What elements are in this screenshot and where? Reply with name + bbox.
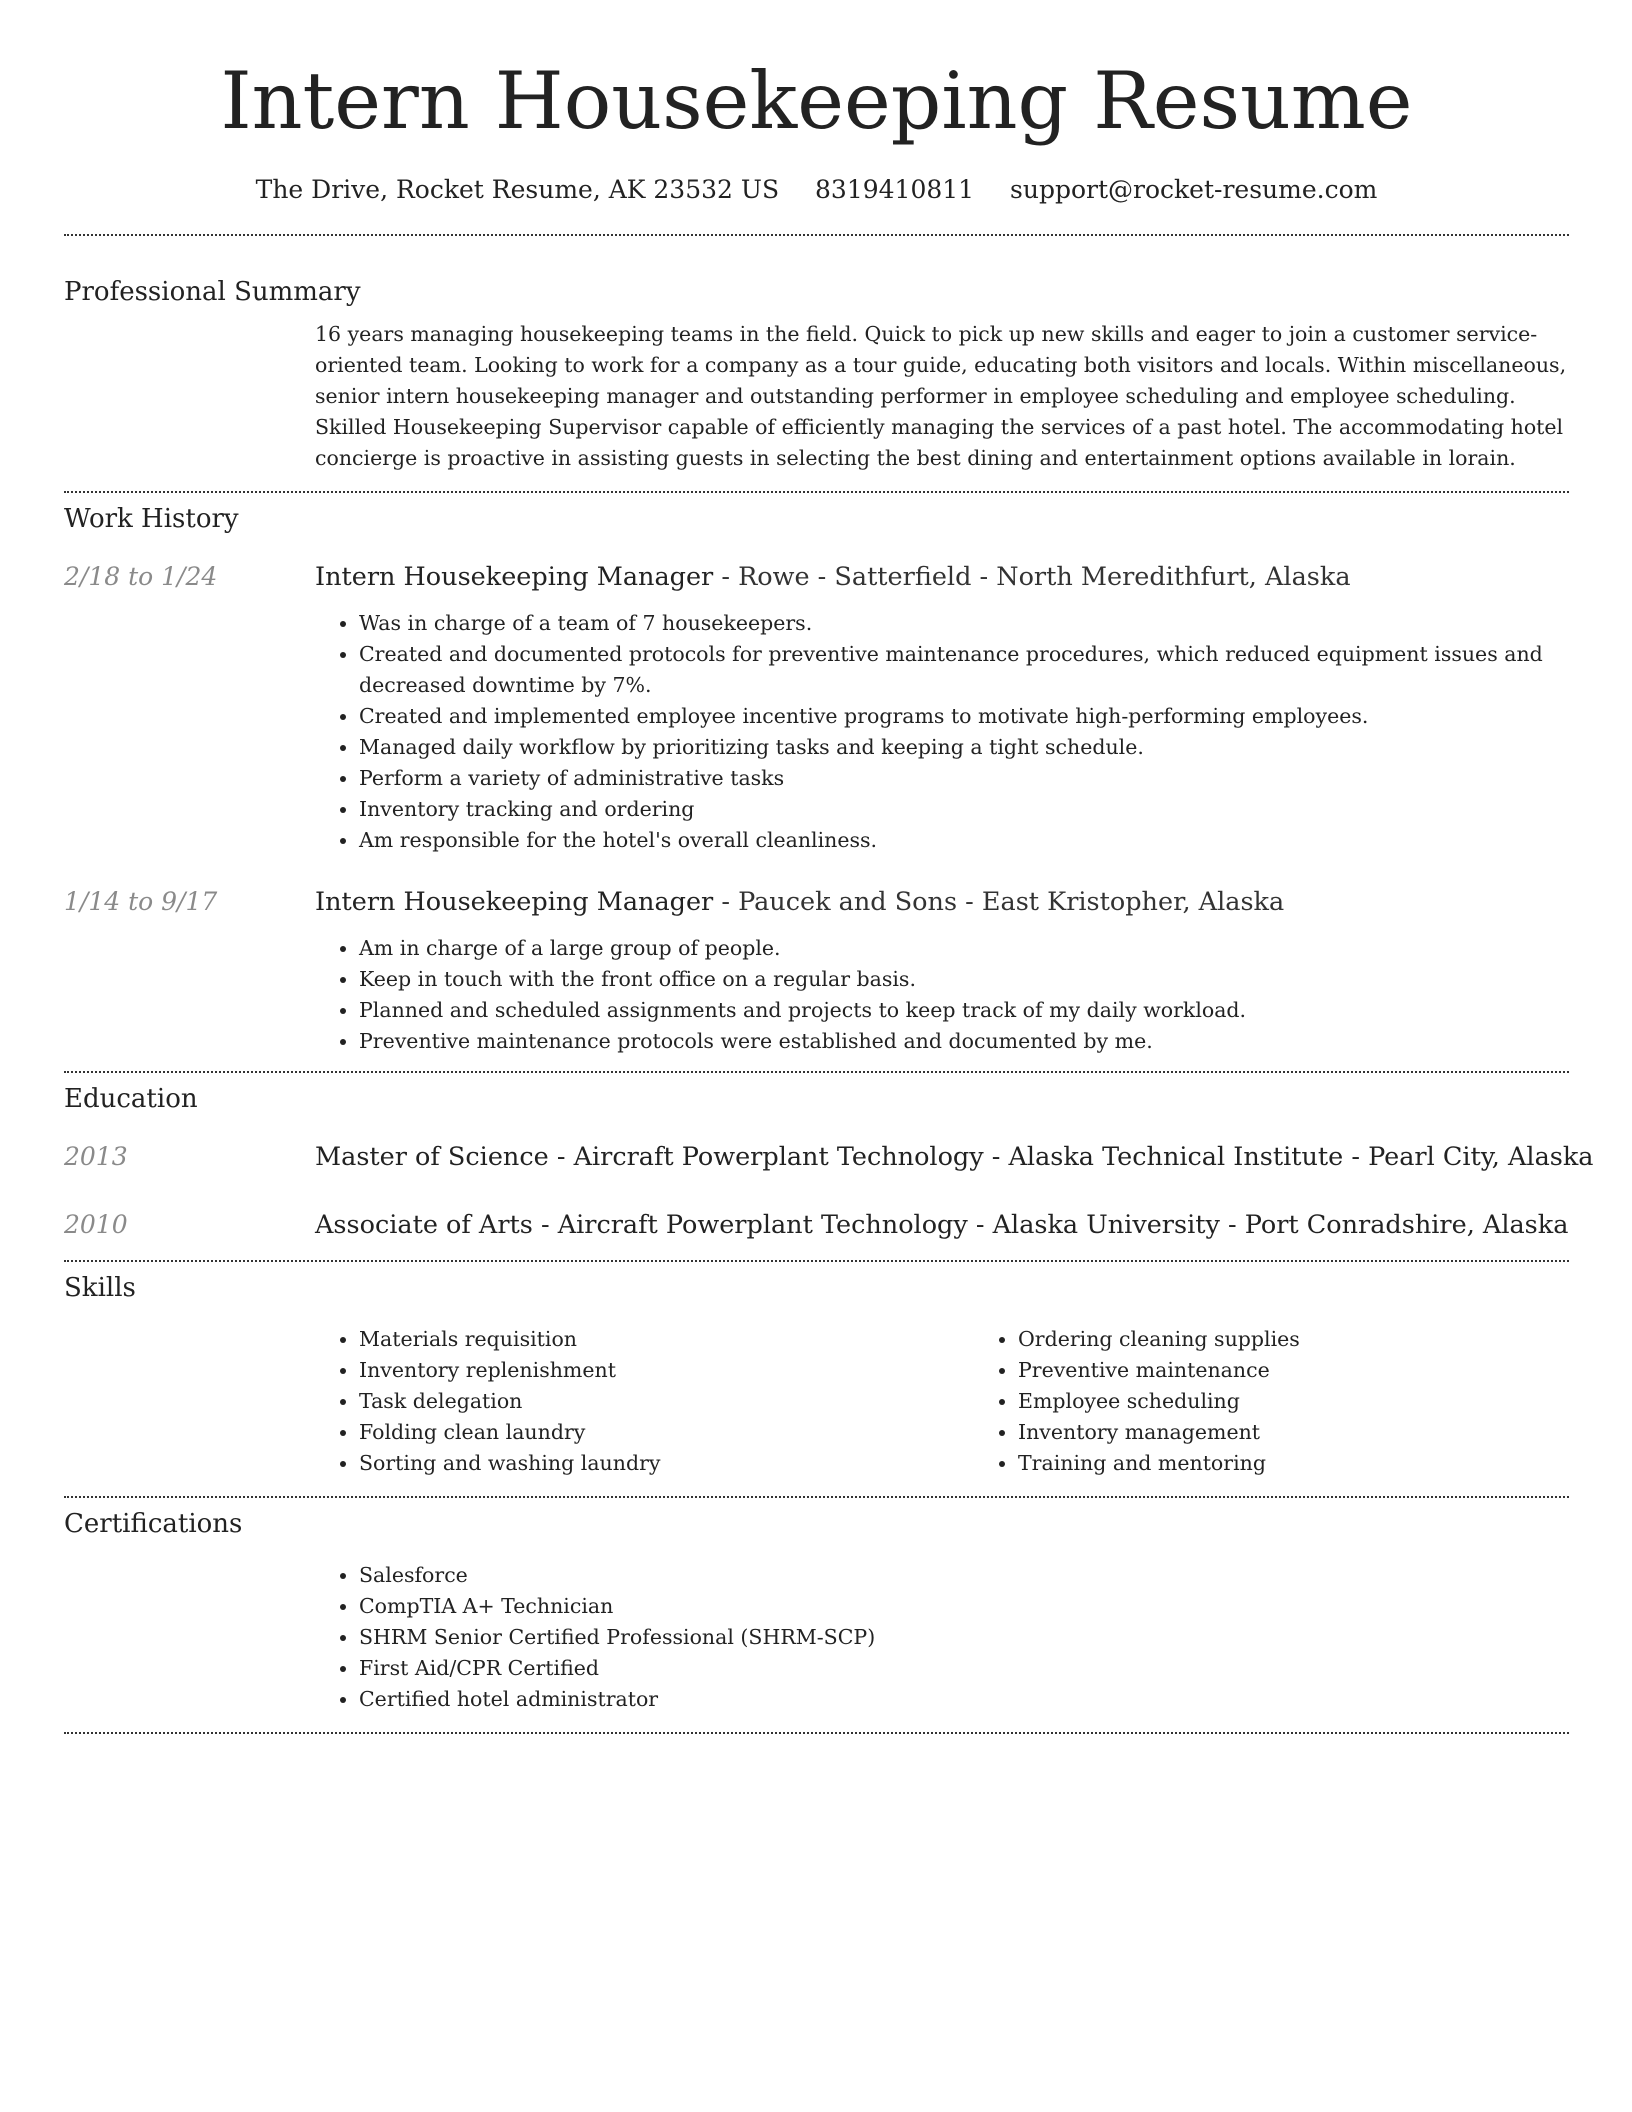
education-location: Port Conradshire, Alaska <box>1244 1210 1569 1240</box>
certification-item: • First Aid/CPR Certified <box>359 1653 1569 1684</box>
skill-item: • Inventory replenishment <box>359 1355 974 1386</box>
resume-title: Intern Housekeeping Resume <box>220 55 1413 147</box>
skills-section <box>64 1262 1569 1479</box>
job-entry <box>64 560 1569 856</box>
job-bullet: • Created and implemented employee incentive programs to motivate high-performing employees. <box>359 701 1569 732</box>
section-heading-work-history: Work History <box>64 504 239 534</box>
education-degree: Associate of Arts <box>315 1210 533 1240</box>
job-dates: 2/18 to 1/24 <box>64 562 218 591</box>
contact-email[interactable]: support@rocket-resume.com <box>1010 175 1378 204</box>
job-bullet: • Keep in touch with the front office on a regular basis. <box>359 964 1569 995</box>
job-bullets <box>315 933 1569 1057</box>
resume-page <box>64 0 1594 1734</box>
skill-item: • Training and mentoring <box>1018 1448 1632 1479</box>
education-year: 2013 <box>64 1142 128 1171</box>
job-location: North Meredithfurt, Alaska <box>996 562 1351 592</box>
education-year: 2010 <box>64 1210 128 1239</box>
job-title-line: Intern Housekeeping Manager - Rowe - Satterfield - North Meredithfurt, Alaska <box>315 562 1351 592</box>
job-company: Rowe - Satterfield <box>738 562 972 592</box>
job-bullet: • Preventive maintenance protocols were established and documented by me. <box>359 1026 1569 1057</box>
skill-item: • Ordering cleaning supplies <box>1018 1324 1632 1355</box>
education-entry <box>64 1140 1594 1174</box>
skill-item: • Preventive maintenance <box>1018 1355 1632 1386</box>
certifications-list <box>315 1560 1569 1715</box>
certification-item: • SHRM Senior Certified Professional (SHRM-SCP) <box>359 1622 1569 1653</box>
certification-item: • Salesforce <box>359 1560 1569 1591</box>
job-role: Intern Housekeeping Manager <box>315 562 714 592</box>
section-heading-certifications: Certifications <box>64 1509 243 1539</box>
job-location: East Kristopher, Alaska <box>981 887 1285 917</box>
education-field: Aircraft Powerplant Technology <box>557 1210 968 1240</box>
job-bullet: • Managed daily workflow by prioritizing tasks and keeping a tight schedule. <box>359 732 1569 763</box>
education-line: Master of Science - Aircraft Powerplant Technology - Alaska Technical Institute - Pearl City, Alaska <box>315 1142 1594 1172</box>
summary-text: 16 years managing housekeeping teams in the field. Quick to pick up new skills and eager to join a customer service-oriented team. Looking to work for a company as a tour guide, educating both visitors and locals. Within miscellaneous, senior intern housekeeping manager and outstanding performer in employee scheduling and employee scheduling. Skilled Housekeeping Supervisor capable of efficiently managing the services of a past hotel. The accommodating hotel concierge is proactive in assisting guests in selecting the best dining and entertainment options available in lorain. <box>315 322 1567 470</box>
education-entry <box>64 1208 1569 1242</box>
section-divider <box>64 1732 1569 1734</box>
contact-address: The Drive, Rocket Resume, AK 23532 US <box>255 175 780 204</box>
education-field: Aircraft Powerplant Technology <box>573 1142 984 1172</box>
section-heading-summary: Professional Summary <box>64 277 361 307</box>
job-dates: 1/14 to 9/17 <box>64 887 218 916</box>
contact-phone: 8319410811 <box>815 175 975 204</box>
job-role: Intern Housekeeping Manager <box>315 887 714 917</box>
education-location: Pearl City, Alaska <box>1368 1142 1594 1172</box>
job-bullet: • Planned and scheduled assignments and projects to keep track of my daily workload. <box>359 995 1569 1026</box>
job-bullet: • Am responsible for the hotel's overall cleanliness. <box>359 825 1569 856</box>
skill-item: • Folding clean laundry <box>359 1417 974 1448</box>
work-history-section <box>64 493 1569 1057</box>
summary-section <box>64 236 1569 474</box>
skill-item: • Task delegation <box>359 1386 974 1417</box>
job-bullet: • Perform a variety of administrative tasks <box>359 763 1569 794</box>
job-bullets <box>315 608 1569 856</box>
job-bullet: • Created and documented protocols for preventive maintenance procedures, which reduced equipment issues and decreased downtime by 7%. <box>359 639 1569 701</box>
education-section <box>64 1073 1594 1242</box>
contact-line <box>64 172 1569 208</box>
education-degree: Master of Science <box>315 1142 549 1172</box>
skill-item: • Inventory management <box>1018 1417 1632 1448</box>
certifications-section <box>64 1498 1569 1715</box>
skill-item: • Materials requisition <box>359 1324 974 1355</box>
job-bullet: • Am in charge of a large group of people. <box>359 933 1569 964</box>
certification-item: • Certified hotel administrator <box>359 1684 1569 1715</box>
job-company: Paucek and Sons <box>738 887 958 917</box>
skills-list-left <box>315 1324 974 1479</box>
skills-list-right <box>974 1324 1632 1479</box>
job-title-line: Intern Housekeeping Manager - Paucek and Sons - East Kristopher, Alaska <box>315 887 1285 917</box>
resume-header <box>64 0 1569 208</box>
job-bullet: • Was in charge of a team of 7 housekeepers. <box>359 608 1569 639</box>
section-heading-education: Education <box>64 1084 198 1114</box>
section-heading-skills: Skills <box>64 1273 136 1303</box>
education-line: Associate of Arts - Aircraft Powerplant Technology - Alaska University - Port Conradshire, Alaska <box>315 1210 1569 1240</box>
certification-item: • CompTIA A+ Technician <box>359 1591 1569 1622</box>
education-school: Alaska University <box>992 1210 1220 1240</box>
skill-item: • Employee scheduling <box>1018 1386 1632 1417</box>
job-bullet: • Inventory tracking and ordering <box>359 794 1569 825</box>
job-entry <box>64 885 1569 1057</box>
skill-item: • Sorting and washing laundry <box>359 1448 974 1479</box>
education-school: Alaska Technical Institute <box>1008 1142 1344 1172</box>
